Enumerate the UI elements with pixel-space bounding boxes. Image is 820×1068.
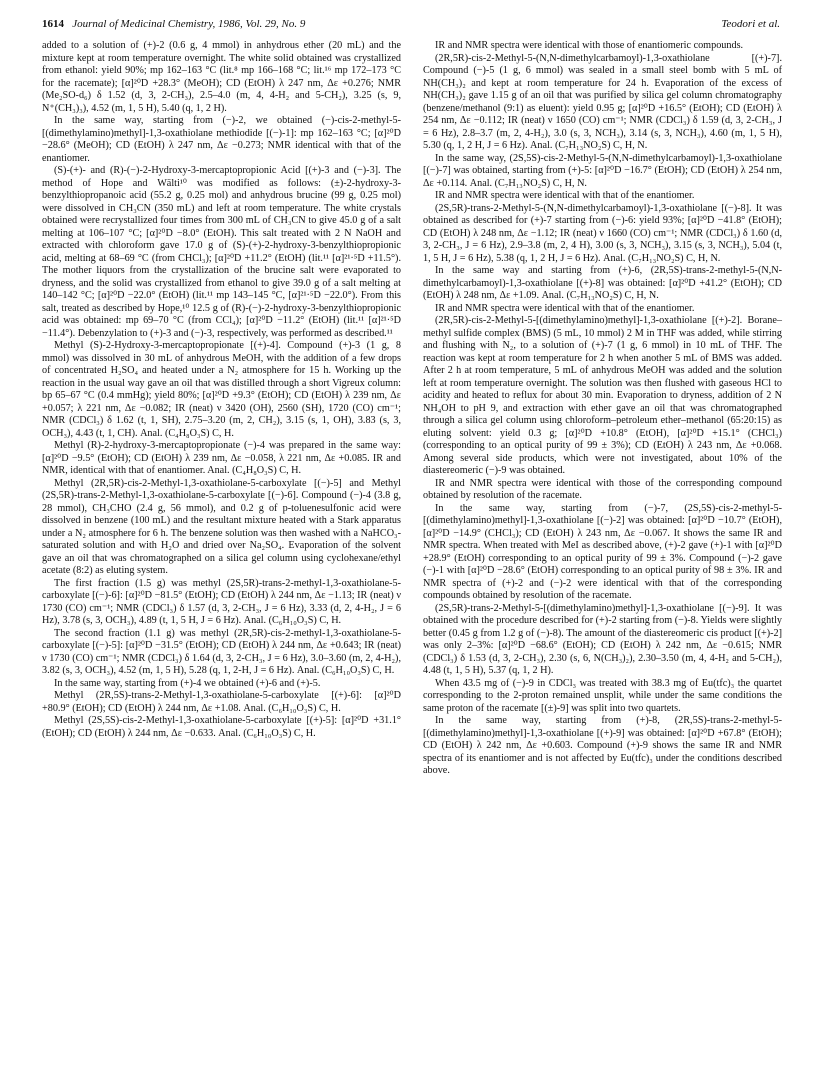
journal-citation: Journal of Medicinal Chemistry, 1986, Vol. 29, No. 9	[72, 18, 306, 30]
right-column	[423, 40, 782, 778]
paragraph: Methyl (2R,5S)-trans-2-Methyl-1,3-oxathiolane-5-carboxylate [(+)-6]: [α]²⁰D +80.9° (EtOH); CD (EtOH) λ 244 nm, Δε +1.08. Anal. (C₆H₁₀O₃S) C, H.	[42, 690, 401, 714]
paragraph: (2R,5R)-cis-2-Methyl-5-[(dimethylamino)methyl]-1,3-oxathiolane [(+)-2]. Borane–methyl sulfide complex (BMS) (5 mL, 10 mmol) 2 M in THF was added, while stirring and flushing with N₂, to a solution of (+)-7 (1 g, 6 mmol) in 10 mL of THF. The reaction was kept at room temperature for 2 h when another 5 mL of BMS was added. After 2 h at room temperature, 5 mL of anhydrous MeOH was added and the solution left at room temperature overnight. The solution was then flushed with gaseous HCl to acidity and heated to reflux for about 30 min. Evaporation to dryness, addition of 2 N NH₄OH to pH 9, and extraction with ether gave an oil that was chromatographed through a silica gel column using chloroform–petroleum ether–methanol (65:20:15) as eluting solvent: yield 0.3 g; [α]²⁰D +10.8° (EtOH), [α]²⁰D +15.1° (CHCl₃) (corresponding to an optical purity of 99 ± 3%); CD (EtOH) λ 243 nm, Δε +0.068. Among several side products, which were not investigated, about 10% of the diastereomeric (−)-9 was obtained.	[423, 315, 782, 476]
paragraph: IR and NMR spectra were identical with that of the enantiomer.	[435, 190, 695, 201]
paragraph: In the same way, starting from (−)-7, (2S,5S)-cis-2-methyl-5-[(dimethylamino)methyl]-1,3-oxathiolane [(−)-2] was obtained: [α]²⁰D −10.7° (EtOH), [α]²⁰D −14.9° (CHCl₃); CD (EtOH) λ 243 nm, Δε −0.067. It shows the same IR and NMR spectra. When treated with MeI as described above, (+)-2 gave (+)-1 with [α]²⁰D +28.9° (EtOH) corresponding to an optical purity of 99 ± 3%. Compound (−)-2 gave (−)-1 with [α]²⁰D −28.6° (EtOH) corresponding to an optical purity of 98 ± 3%. IR and NMR spectra of (+)-2 and (−)-2 were identical with that of the corresponding compounds obtained by resolution of the racemate.	[423, 502, 782, 601]
paragraph: (2S,5R)-trans-2-Methyl-5-(N,N-dimethylcarbamoyl)-1,3-oxathiolane [(−)-8]. It was obtained as described for (+)-7 starting from (−)-6: yield 93%; [α]²⁰D −41.8° (EtOH); CD (EtOH) λ 248 nm, Δε −1.12; IR (neat) ν 1660 (CO) cm⁻¹; NMR (CDCl₃) δ 1.60 (d, 3, 2-CH₃, J = 6 Hz), 2.9–3.8 (m, 2, 4 H), 3.00 (s, 3, NCH₃), 3.15 (s, 3, NCH₃), 5.04 (t, 1, 5 H, J = 6 Hz), 5.38 (q, 1, 2 H, J = 6 Hz). Anal. (C₇H₁₃NO₂S) C, H, N.	[423, 202, 782, 264]
header-authors: Teodori et al.	[721, 18, 780, 30]
paragraph: Methyl (R)-2-hydroxy-3-mercaptopropionate (−)-4 was prepared in the same way: [α]²⁰D −9.5° (EtOH); CD (EtOH) λ 239 nm, Δε −0.058, λ 221 nm, Δε +0.085. IR and NMR, identical with that of enantiomer. Anal. (C₄H₈O₃S) C, H.	[42, 440, 401, 476]
paragraph: Methyl (S)-2-Hydroxy-3-mercaptopropionate [(+)-4]. Compound (+)-3 (1 g, 8 mmol) was dissolved in 30 mL of anhydrous MeOH, with the addition of a few drops of concentrated H₂SO₄ and heated under a N₂ atmosphere for 15 h. Working up the reaction in the usual way gave an oil that was distilled through a short Vigreux column: bp 65–67 °C (0.4 mmHg); yield 80%; [α]²⁰D +9.3° (EtOH); CD (EtOH) λ 239 nm, Δε +0.057; λ 221 nm, Δε −0.082; IR (neat) ν 3420 (OH), 2560 (SH), 1720 (CO) cm⁻¹; NMR (CDCl₃) δ 1.62 (t, 1, SH), 2.75–3.20 (m, 2, CH₂), 3.15 (s, 1, OH), 3.83 (s, 3, OCH₃), 4.43 (t, 1, CH). Anal. (C₄H₈O₃S) C, H.	[42, 340, 401, 439]
paragraph: In the same way, (2S,5S)-cis-2-Methyl-5-(N,N-dimethylcarbamoyl)-1,3-oxathiolane [(−)-7] was obtained, starting from (+)-5: [α]²⁰D −16.7° (EtOH); CD (EtOH) λ 254 nm, Δε +0.114. Anal. (C₇H₁₃NO₂S) C, H, N.	[423, 152, 782, 189]
page-number: 1614	[42, 18, 64, 30]
paragraph: IR and NMR spectra were identical with those of enantiomeric compounds.	[435, 40, 744, 51]
paragraph: The first fraction (1.5 g) was methyl (2S,5R)-trans-2-methyl-1,3-oxathiolane-5-carboxylate [(−)-6]: [α]²⁰D −81.5° (EtOH); CD (EtOH) λ 244 nm, Δε −1.13; IR (neat) ν 1730 (CO) cm⁻¹; NMR (CDCl₃) δ 1.57 (d, 3, 2-CH₃, J = 6 Hz), 3.33 (d, 2, 4-H₂, J = 6 Hz), 3.78 (s, 3, OCH₃), 4.89 (t, 1, 5 H, J = 6 Hz). Anal. (C₆H₁₀O₃S) C, H.	[42, 577, 401, 626]
paragraph: IR and NMR spectra were identical with those of the corresponding compound obtained by resolution of the racemate.	[423, 477, 782, 501]
paragraph: added to a solution of (+)-2 (0.6 g, 4 mmol) in anhydrous ether (20 mL) and the mixture kept at room temperature overnight. The white solid obtained was crystallized from ethanol: yield 90%; mp 162–163 °C (lit.⁸ mp 166–168 °C; lit.¹⁶ mp 172–173 °C for the racemate); [α]²⁰D +28.3° (MeOH); CD (EtOH) λ 247 nm, Δε +0.276; NMR (Me₂SO-d₆) δ 1.52 (d, 3, 2-CH₃), 2.5–4.0 (m, 4, 4-H₂ and 5-CH₂), 3.25 (s, 9, N⁺(CH₃)₃), 4.52 (m, 1, 5 H), 5.40 (q, 1, 2 H).	[42, 40, 401, 114]
paragraph: The second fraction (1.1 g) was methyl (2R,5R)-cis-2-methyl-1,3-oxathiolane-5-carboxylate [(−)-5]: [α]²⁰D −31.5° (EtOH); CD (EtOH) λ 244 nm, Δε +0.643; IR (neat) ν 1730 (CO) cm⁻¹; NMR (CDCl₃) δ 1.64 (d, 3, 2-CH₃, J = 6 Hz), 3.0–3.60 (m, 2, 4-H₂), 3.82 (s, 3, OCH₃), 4.52 (m, 1, 5 H), 5.28 (q, 1, 2-H, J = 6 Hz). Anal. (C₆H₁₀O₃S) C, H.	[42, 627, 401, 676]
paragraph: When 43.5 mg of (−)-9 in CDCl₃ was treated with 38.3 mg of Eu(tfc)₃ the quartet corresponding to the 2-proton remained unsplit, while under the same conditions the same proton of the racemate [(±)-9] was split into two quartets.	[423, 677, 782, 714]
body-columns	[42, 40, 782, 778]
running-header	[42, 18, 780, 36]
paragraph: (2S,5R)-trans-2-Methyl-5-[(dimethylamino)methyl]-1,3-oxathiolane [(−)-9]. It was obtained with the procedure described for (+)-2 starting from (−)-8. Yields were slightly better (0.45 g from 1.2 g of (−)-8). The amount of the diastereomeric cis product [(+)-2] was only 2–3%: [α]²⁰D −68.6° (EtOH); CD (EtOH) λ 242 nm, Δε −0.615; NMR (CDCl₃) δ 1.53 (d, 3, 2-CH₃), 2.30 (s, 6, N(CH₃)₂), 2.30–3.50 (m, 4, 4-H₂ and 5-CH₂), 4.48 (t, 1, 5 H), 5.37 (q, 1, 2 H).	[423, 602, 782, 676]
paragraph: In the same way and starting from (+)-6, (2R,5S)-trans-2-methyl-5-(N,N-dimethylcarbamoyl)-1,3-oxathiolane [(+)-8] was obtained: [α]²⁰D +41.2° (EtOH); CD (EtOH) λ 248 nm, Δε +1.09. Anal. (C₇H₁₃NO₂S) C, H, N.	[423, 265, 782, 301]
paragraph: IR and NMR spectra were identical with that of the enantiomer.	[435, 302, 695, 314]
paragraph: Methyl (2S,5S)-cis-2-Methyl-1,3-oxathiolane-5-carboxylate [(+)-5]: [α]²⁰D +31.1° (EtOH); CD (EtOH) λ 244 nm, Δε −0.633. Anal. (C₆H₁₀O₃S) C, H.	[42, 715, 401, 739]
paragraph: (S)-(+)- and (R)-(−)-2-Hydroxy-3-mercaptopropionic Acid [(+)-3 and (−)-3]. The method of Hope and Wälti¹⁰ was modified as follows: (±)-2-hydroxy-3-benzylthiopropanoic acid (55.2 g, 0.25 mol) and anhydrous brucine (99 g, 0.25 mol) were dissolved in CH₃CN (350 mL) and left at room temperature. The white crystals obtained were recrystallized four times from 300 mL of CH₃CN to give 45.0 g of a salt melting at 106–107 °C; [α]²⁰D −8.0° (EtOH). This salt treated with 2 N NaOH and extracted with chloroform gave 17.0 g of (S)-(+)-2-hydroxy-3-benzylthiopropionic acid, melting at 68–69 °C (from CHCl₃); [α]²⁰D +11.2° (EtOH) (lit.¹¹ [α]²¹·⁵D +11.5°). The mother liquors from the crystallization of the brucine salt were evaporated to dryness, and the solid was crystallized from ethanol to give 39.0 g of a salt melting at 140–142 °C; [α]²⁰D −22.0° (EtOH) (lit.¹¹ mp 143–145 °C, [α]²¹·⁵D −22.0°). From this salt, treated as described by Hope,¹⁰ 12.5 g of (R)-(−)-2-hydroxy-3-benzylthiopropionic acid was obtained: mp 69–70 °C (from CCl₄); [α]²⁰D −11.2° (EtOH) (lit.¹¹ [α]²¹·⁵D −11.4°). Debenzylation to (+)-3 and (−)-3, respectively, was performed as described.¹¹	[42, 165, 401, 339]
paragraph: In the same way, starting from (+)-4 we obtained (+)-6 and (+)-5.	[54, 677, 321, 689]
paragraph: Methyl (2R,5R)-cis-2-Methyl-1,3-oxathiolane-5-carboxylate [(−)-5] and Methyl (2S,5R)-trans-2-Methyl-1,3-oxathiolane-5-carboxylate [(−)-6]. Compound (−)-4 (3.8 g, 28 mmol), CH₃CHO (2.4 g, 56 mmol), and 0.2 g of p-toluenesulfonic acid were dissolved in benzene (100 mL) and the resultant mixture heated with a Stark apparatus under a N₂ atmosphere for 6 h. The benzene solution was then washed with a NaHCO₃-saturated solution and with H₂O and dried over Na₂SO₄. Evaporation of the solvent gave an oil that was chromatographed on a silica gel column using cyclohexane/ethyl acetate (8:2) as eluting system.	[42, 477, 401, 576]
header-left	[42, 18, 305, 30]
paragraph: In the same way, starting from (−)-2, we obtained (−)-cis-2-methyl-5-[(dimethylamino)methyl]-1,3-oxathiolane methiodide [(−)-1]: mp 162–163 °C; [α]²⁰D −28.6° (MeOH); CD (EtOH) λ 247 nm, Δε −0.273; NMR identical with that of the enantiomer.	[42, 115, 401, 164]
paragraph: (2R,5R)-cis-2-Methyl-5-(N,N-dimethylcarbamoyl)-1,3-oxathiolane [(+)-7]. Compound (−)-5 (1 g, 6 mmol) was sealed in a small steel bomb with 5 mL of NH(CH₃)₂ and kept at room temperature for 24 h. Evaporation of the excess of NH(CH₃)₂ gave 1.15 g of an oil that was purified by silica gel column chromatography (benzene/methanol (9:1) as eluent): yield 0.95 g; [α]²⁰D +16.5° (EtOH); CD (EtOH) λ 254 nm, Δε −0.112; IR (neat) ν 1650 (CO) cm⁻¹; NMR (CDCl₃) δ 1.59 (d, 3, 2-CH₃, J = 6 Hz), 2.8–3.7 (m, 2, 4-H₂), 3.0 (s, 3, NCH₃), 3.14 (s, 3, NCH₃), 4.60 (m, 1, 5 H), 5.30 (q, 1, 2 H, J = 6 Hz). Anal. (C₇H₁₃NO₂S) C, H, N.	[423, 52, 782, 151]
paragraph: In the same way, starting from (+)-8, (2R,5S)-trans-2-methyl-5-[(dimethylamino)methyl]-1,3-oxathiolane [(+)-9] was obtained: [α]²⁰D +67.8° (EtOH); CD (EtOH) λ 242 nm, Δε +0.603. Compound (+)-9 shows the same IR and NMR spectra of its enantiomer and is not affected by Eu(tfc)₃ under the conditions described above.	[423, 715, 782, 776]
left-column	[42, 40, 401, 778]
